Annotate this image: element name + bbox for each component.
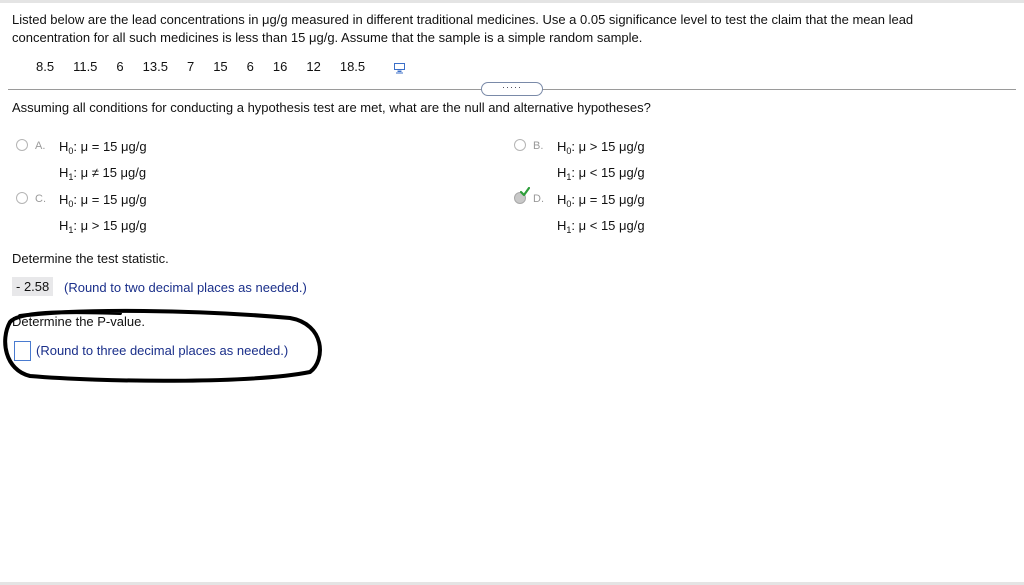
checkmark-icon — [520, 187, 530, 197]
radio-c[interactable] — [16, 192, 28, 204]
hypotheses: $H_0$: μ = 15 μg/g $H_1$: μ ≠ 15 μg/g — [59, 139, 147, 182]
data-value: 16 — [272, 59, 288, 74]
p-value-input[interactable] — [14, 341, 31, 361]
alt-hypothesis: μ < 15 μg/g — [578, 165, 645, 180]
test-statistic-answer: - 2.58 — [12, 277, 53, 296]
data-values-row — [36, 59, 384, 74]
p-value-label: Determine the P-value. — [12, 314, 145, 329]
null-hypothesis: μ = 15 μg/g — [80, 139, 147, 154]
alt-hypothesis: μ > 15 μg/g — [80, 218, 147, 233]
choice-letter: A. — [35, 140, 46, 152]
p-value-hint: (Round to three decimal places as needed.) — [36, 343, 289, 358]
data-value: 6 — [116, 59, 124, 74]
null-hypothesis: μ > 15 μg/g — [578, 139, 645, 154]
choice-letter: C. — [35, 193, 46, 205]
data-value: 18.5 — [339, 59, 366, 74]
data-value: 13.5 — [142, 59, 168, 74]
top-border — [0, 0, 1024, 3]
test-statistic-hint: (Round to two decimal places as needed.) — [64, 280, 307, 295]
choice-letter: B. — [533, 140, 544, 152]
copy-data-icon[interactable] — [394, 63, 406, 74]
data-value: 6 — [246, 59, 254, 74]
alt-hypothesis: μ < 15 μg/g — [578, 218, 645, 233]
hypotheses-question: Assuming all conditions for conducting a hypothesis test are met, what are the null and alternative hypotheses? — [12, 100, 651, 115]
radio-b[interactable] — [514, 139, 526, 151]
data-value: 12 — [306, 59, 321, 74]
data-value: 7 — [186, 59, 195, 74]
choice-letter: D. — [533, 193, 544, 205]
hypotheses: $H_0$: μ > 15 μg/g $H_1$: μ < 15 μg/g — [557, 139, 645, 182]
hypotheses: $H_0$: μ = 15 μg/g $H_1$: μ > 15 μg/g — [59, 192, 147, 235]
test-statistic-label: Determine the test statistic. — [12, 251, 169, 266]
expand-button[interactable]: ····· — [481, 82, 543, 96]
data-value: 15 — [213, 59, 228, 74]
radio-a[interactable] — [16, 139, 28, 151]
null-hypothesis: μ = 15 μg/g — [578, 192, 645, 207]
problem-prompt: Listed below are the lead concentrations in μg/g measured in different traditional medicines. Use a 0.05 significance level to test the claim that the mean lead concentration for all such medicines is less than 15 μg/g. Assume that the sample is a simple random sample. — [12, 12, 914, 45]
hypotheses: $H_0$: μ = 15 μg/g $H_1$: μ < 15 μg/g — [557, 192, 645, 235]
data-value: 11.5 — [73, 59, 98, 74]
data-value: 8.5 — [36, 59, 55, 74]
null-hypothesis: μ = 15 μg/g — [80, 192, 147, 207]
alt-hypothesis: μ ≠ 15 μg/g — [80, 165, 147, 180]
